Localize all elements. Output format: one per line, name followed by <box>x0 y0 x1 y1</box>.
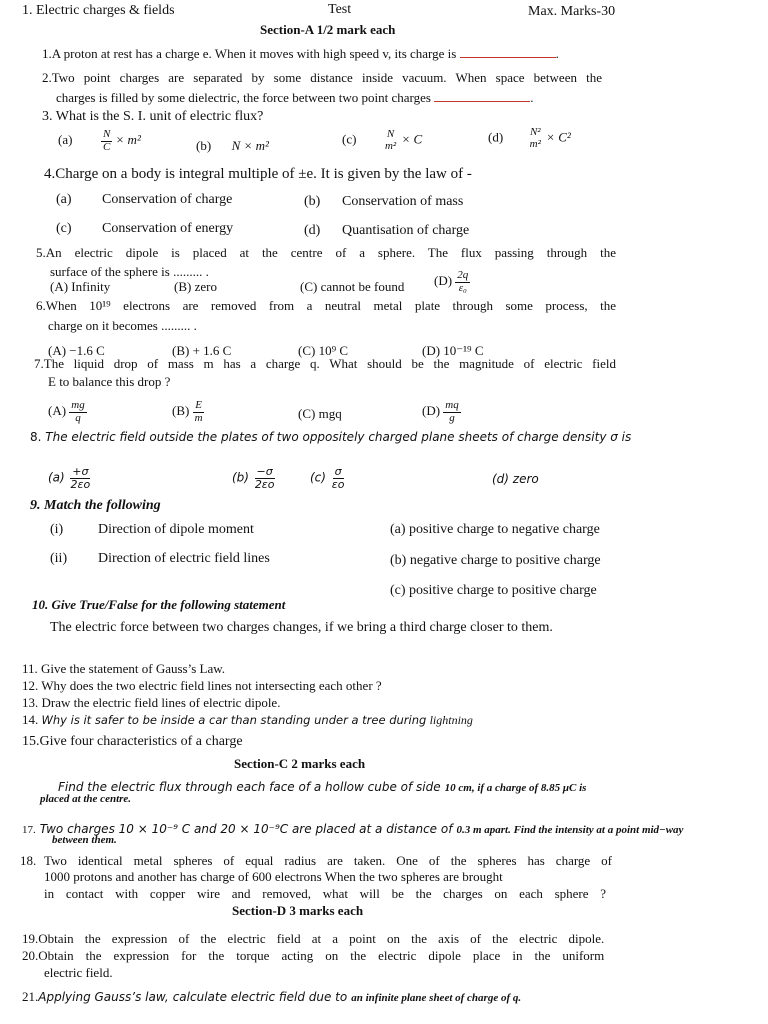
fraction: N m² <box>384 128 397 152</box>
question-4-option-a-label: (a) <box>56 192 72 207</box>
question-9-title: 9. Match the following <box>30 498 161 513</box>
question-15: 15.Give four characteristics of a charge <box>22 734 243 749</box>
question-20-line-1: 20.Obtain the expression for the torque acting on the electric dipole place in the uniform <box>22 948 605 963</box>
question-7-option-d: (D) $\frac{mq}{g}$ <box>422 399 459 424</box>
question-1: 1.A proton at rest has a charge e. When it moves with high speed v, its charge is . <box>42 46 559 61</box>
question-3-option-a: (a) $\frac{N}{C}$ × m² <box>58 128 141 153</box>
question-16-line-2: placed at the centre. <box>40 793 132 805</box>
question-6-option-d: (D) 10⁻¹⁹ C <box>422 343 484 358</box>
fraction: $\frac{E}{m}$ <box>194 399 203 424</box>
question-7-option-c: (C) mgq <box>298 406 342 421</box>
fraction: $\frac{N}{C}$ <box>102 128 111 153</box>
question-20-line-2: electric field. <box>44 965 113 980</box>
question-5-line-2: surface of the sphere is ......... . <box>50 264 209 279</box>
question-13: 13. Draw the electric field lines of electric dipole. <box>22 695 281 710</box>
question-5-option-d: (D) $\frac{2q}{\text{ε₀}}$ <box>434 269 469 294</box>
question-7-option-b: (B) $\frac{E}{m}$ <box>172 399 203 424</box>
question-8-option-c: (c) $\frac{\sigma}{\varepsilon o}$ <box>310 465 345 491</box>
question-4: 4.Charge on a body is integral multiple of ±e. It is given by the law of - <box>44 166 472 182</box>
question-4-option-c-label: (c) <box>56 221 72 236</box>
question-8-option-a: (a) $\frac{+\sigma}{2\varepsilon o}$ <box>48 465 91 491</box>
match-ii-label: (ii) <box>50 551 68 566</box>
question-19: 19.Obtain the expression of the electric field at a point on the axis of the electric dipole. <box>22 931 605 946</box>
fraction: $\frac{\sigma}{\varepsilon o}$ <box>331 465 345 491</box>
answer-blank <box>460 47 556 58</box>
question-5-option-b: (B) zero <box>174 279 217 294</box>
fraction: $\frac{-\sigma}{2\varepsilon o}$ <box>254 465 275 491</box>
question-17-line-2: between them. <box>52 834 117 846</box>
question-5-option-a: (A) Infinity <box>50 279 111 294</box>
question-2-line-2: charges is filled by some dielectric, the force between two point charges . <box>56 90 534 105</box>
question-3: 3. What is the S. I. unit of electric flux? <box>42 109 264 124</box>
question-4-option-b: Conservation of mass <box>342 194 464 209</box>
match-option-c: (c) positive charge to positive charge <box>390 583 597 598</box>
question-10-title: 10. Give True/False for the following statement <box>32 597 286 612</box>
question-14: 14. Why is it safer to be inside a car than standing under a tree during lightning <box>22 712 473 727</box>
question-7-line-1: 7.The liquid drop of mass m has a charge q. What should be the magnitude of electric field <box>34 356 616 371</box>
question-6-option-b: (B) + 1.6 C <box>172 343 232 358</box>
question-12: 12. Why does the two electric field lines not intersecting each other ? <box>22 678 382 693</box>
fraction: $\frac{mg}{q}$ <box>71 399 85 424</box>
question-4-option-d-label: (d) <box>304 223 321 238</box>
chapter-title: 1. Electric charges & fields <box>22 3 175 18</box>
question-6-option-c: (C) 10⁹ C <box>298 343 349 358</box>
fraction: N² m² <box>529 126 541 150</box>
question-4-option-b-label: (b) <box>304 194 321 209</box>
question-11: 11. Give the statement of Gauss’s Law. <box>22 661 226 676</box>
question-4-option-d: Quantisation of charge <box>342 223 470 238</box>
question-8-option-b: (b) $\frac{-\sigma}{2\varepsilon o}$ <box>232 465 275 491</box>
question-5-line-1: 5.An electric dipole is placed at the centre of a sphere. The flux passing through the <box>36 245 616 260</box>
match-option-a: (a) positive charge to negative charge <box>390 522 600 537</box>
question-3-option-c: (c) N m² × C <box>342 128 423 152</box>
question-8: 8. The electric field outside the plates of two oppositely charged plane sheets of charge density σ is <box>30 430 632 444</box>
question-21: 21.Applying Gauss’s law, calculate electric field due to an infinite plane sheet of charge of q. <box>22 989 522 1004</box>
question-6-option-a: (A) −1.6 C <box>48 343 105 358</box>
question-18-line-1: Two identical metal spheres of equal radius are taken. One of the spheres has charge of <box>44 853 612 868</box>
question-3-option-b: (b) N × m² <box>196 138 269 153</box>
match-ii-text: Direction of electric field lines <box>98 551 270 566</box>
section-c-title: Section-C 2 marks each <box>234 756 366 771</box>
match-i-label: (i) <box>50 522 64 537</box>
question-17-line-1: 17. Two charges 10 × 10⁻⁹ C and 20 × 10⁻⁹C are placed at a distance of 0.3 m apart. Find the intensity at a point mid−way <box>22 822 684 836</box>
section-a-title: Section-A 1/2 mark each <box>260 22 396 37</box>
question-10-statement: The electric force between two charges changes, if we bring a third charge closer to them. <box>50 620 553 635</box>
question-4-option-a: Conservation of charge <box>102 192 233 207</box>
question-6-line-1: 6.When 10¹⁹ electrons are removed from a neutral metal plate through some process, the <box>36 298 616 313</box>
fraction: $\frac{2q}{\text{ε₀}}$ <box>457 269 469 294</box>
question-3-option-d: (d) N² m² × C² <box>488 126 571 150</box>
question-7-line-2: E to balance this drop ? <box>48 374 171 389</box>
question-18-number: 18. <box>20 853 37 868</box>
answer-blank <box>434 91 530 102</box>
match-i-text: Direction of dipole moment <box>98 522 254 537</box>
question-2-line-1: 2.Two point charges are separated by some distance inside vacuum. When space between the <box>42 70 602 85</box>
question-18-line-3: in contact with copper wire and removed, what will be the charges on each sphere ? <box>44 886 606 901</box>
max-marks: Max. Marks-30 <box>528 4 616 19</box>
question-16-line-1: Find the electric flux through each face of a hollow cube of side 10 cm, if a charge of 8.85 μC is <box>58 780 587 794</box>
question-4-option-c: Conservation of energy <box>102 221 234 236</box>
question-8-option-d: (d) zero <box>492 472 539 486</box>
fraction: $\frac{mq}{g}$ <box>445 399 459 424</box>
question-6-line-2: charge on it becomes ......... . <box>48 318 197 333</box>
question-7-option-a: (A) $\frac{mg}{q}$ <box>48 399 85 424</box>
question-18-line-2: 1000 protons and another has charge of 600 electrons When the two spheres are brought <box>44 869 503 884</box>
section-d-title: Section-D 3 marks each <box>232 903 364 918</box>
test-title: Test <box>328 2 352 17</box>
fraction: $\frac{+\sigma}{2\varepsilon o}$ <box>70 465 91 491</box>
question-5-option-c: (C) cannot be found <box>300 279 405 294</box>
match-option-b: (b) negative charge to positive charge <box>390 553 601 568</box>
